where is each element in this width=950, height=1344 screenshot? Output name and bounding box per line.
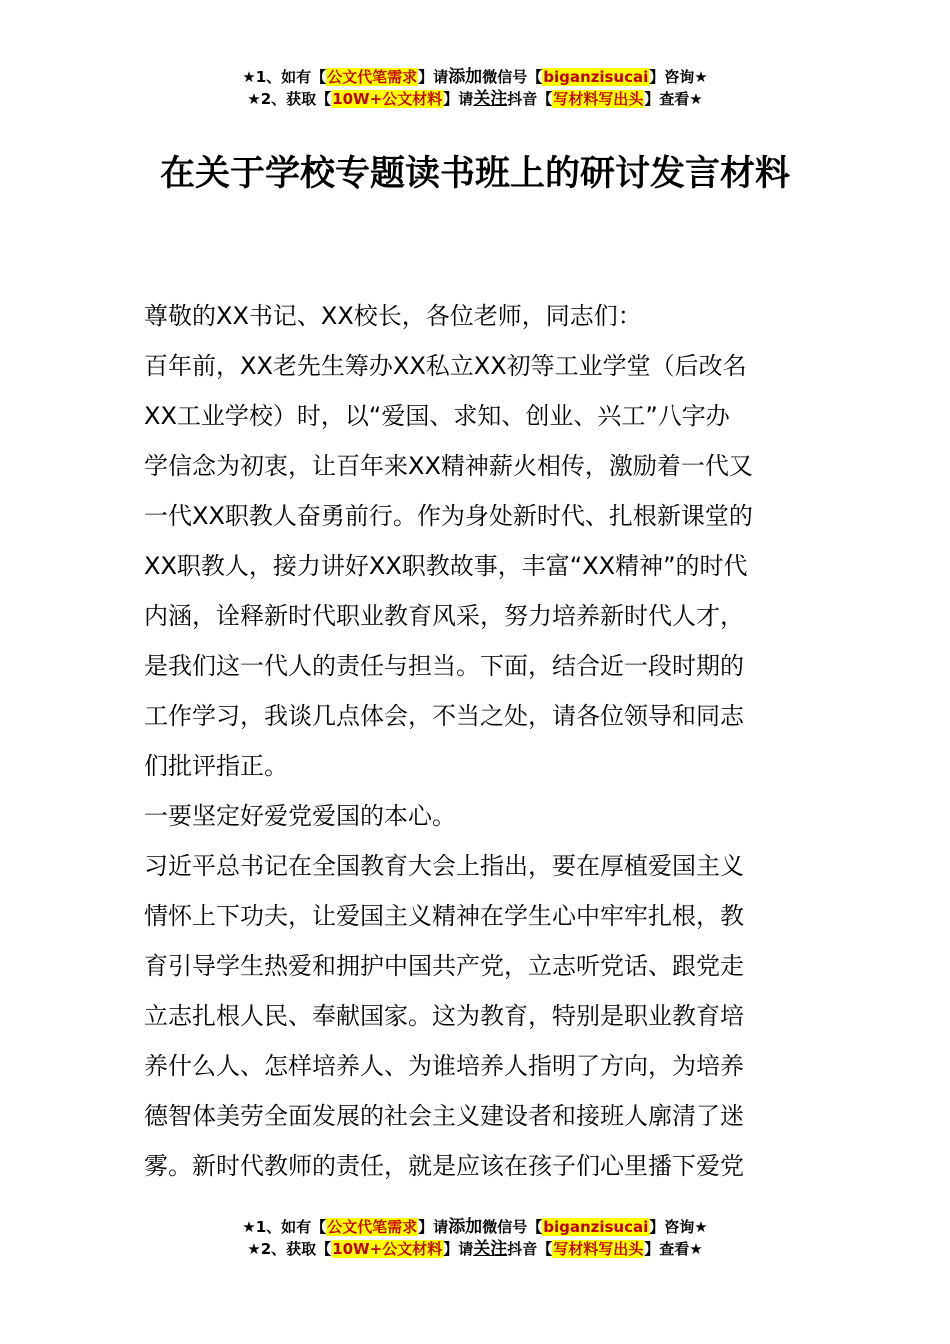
promo-emphasis: 关注 (473, 89, 508, 109)
star-icon: ★ (242, 1218, 256, 1236)
promo-banner-top (0, 66, 950, 110)
body-line: 情怀上下功夫，让爱国主义精神在学生心中牢牢扎根，教 (144, 902, 744, 930)
promo-line-1 (0, 66, 950, 88)
body-line: 育引导学生热爱和拥护中国共产党，立志听党话、跟党走 (144, 952, 744, 980)
body-line: 工作学习，我谈几点体会，不当之处，请各位领导和同志 (144, 702, 744, 730)
promo-text: 抖音【 (507, 90, 553, 108)
promo-line-1 (0, 1216, 950, 1238)
promo-highlight-douyin: 写材料写出头 (553, 90, 644, 108)
body-line: XX工业学校）时，以“爱国、求知、创业、兴工”八字办 (144, 402, 730, 430)
star-icon: ★ (247, 1240, 261, 1258)
promo-highlight-wechat-id: biganzisucai (543, 68, 649, 86)
promo-text: 】咨询★ (649, 1218, 708, 1236)
promo-text: 1、如有【 (255, 1218, 327, 1236)
promo-line-2 (0, 1238, 950, 1260)
promo-text: 】查看★ (644, 90, 703, 108)
promo-highlight: 10W+公文材料 (332, 1240, 443, 1258)
star-icon: ★ (242, 68, 256, 86)
body-line: XX职教人，接力讲好XX职教故事，丰富“XX精神”的时代 (144, 552, 748, 580)
promo-text: 】查看★ (644, 1240, 703, 1258)
promo-highlight: 公文代笔需求 (327, 1218, 418, 1236)
promo-text: 】请 (418, 68, 449, 86)
promo-text: 1、如有【 (255, 68, 327, 86)
promo-text: 2、获取【 (260, 1240, 332, 1258)
body-line: 学信念为初衷，让百年来XX精神薪火相传，激励着一代又 (144, 452, 753, 480)
document-title: 在关于学校专题读书班上的研讨发言材料 (159, 154, 790, 194)
promo-text: 微信号【 (482, 1218, 543, 1236)
body-line: 们批评指正。 (144, 752, 288, 780)
promo-text: 2、获取【 (260, 90, 332, 108)
body-line: 雾。新时代教师的责任，就是应该在孩子们心里播下爱党 (144, 1152, 744, 1180)
promo-text: 】咨询★ (649, 68, 708, 86)
promo-text: 】请 (443, 1240, 474, 1258)
promo-text: 】请 (443, 90, 474, 108)
promo-emphasis: 关注 (473, 1239, 508, 1259)
body-line: 内涵，诠释新时代职业教育风采，努力培养新时代人才， (144, 602, 744, 630)
promo-text: 微信号【 (482, 68, 543, 86)
body-line: 德智体美劳全面发展的社会主义建设者和接班人廓清了迷 (144, 1102, 744, 1130)
body-line: 是我们这一代人的责任与担当。下面，结合近一段时期的 (144, 652, 744, 680)
body-line: 习近平总书记在全国教育大会上指出，要在厚植爱国主义 (144, 852, 744, 880)
promo-highlight: 10W+公文材料 (332, 90, 443, 108)
section-heading: 一要坚定好爱党爱国的本心。 (144, 802, 456, 830)
promo-banner-bottom (0, 1216, 950, 1260)
promo-highlight-douyin: 写材料写出头 (553, 1240, 644, 1258)
promo-highlight: 公文代笔需求 (327, 68, 418, 86)
body-line: 养什么人、怎样培养人、为谁培养人指明了方向，为培养 (144, 1052, 744, 1080)
body-line: 一代XX职教人奋勇前行。作为身处新时代、扎根新课堂的 (144, 502, 753, 530)
promo-line-2 (0, 88, 950, 110)
promo-emphasis: 添加 (448, 1217, 483, 1237)
star-icon: ★ (247, 90, 261, 108)
document-body (144, 291, 809, 1191)
promo-highlight-wechat-id: biganzisucai (543, 1218, 649, 1236)
body-line: 尊敬的XX书记、XX校长，各位老师，同志们： (144, 302, 642, 330)
promo-text: 】请 (418, 1218, 449, 1236)
promo-emphasis: 添加 (448, 67, 483, 87)
promo-text: 抖音【 (507, 1240, 553, 1258)
body-line: 立志扎根人民、奉献国家。这为教育，特别是职业教育培 (144, 1002, 744, 1030)
body-line: 百年前，XX老先生筹办XX私立XX初等工业学堂（后改名 (144, 352, 747, 380)
